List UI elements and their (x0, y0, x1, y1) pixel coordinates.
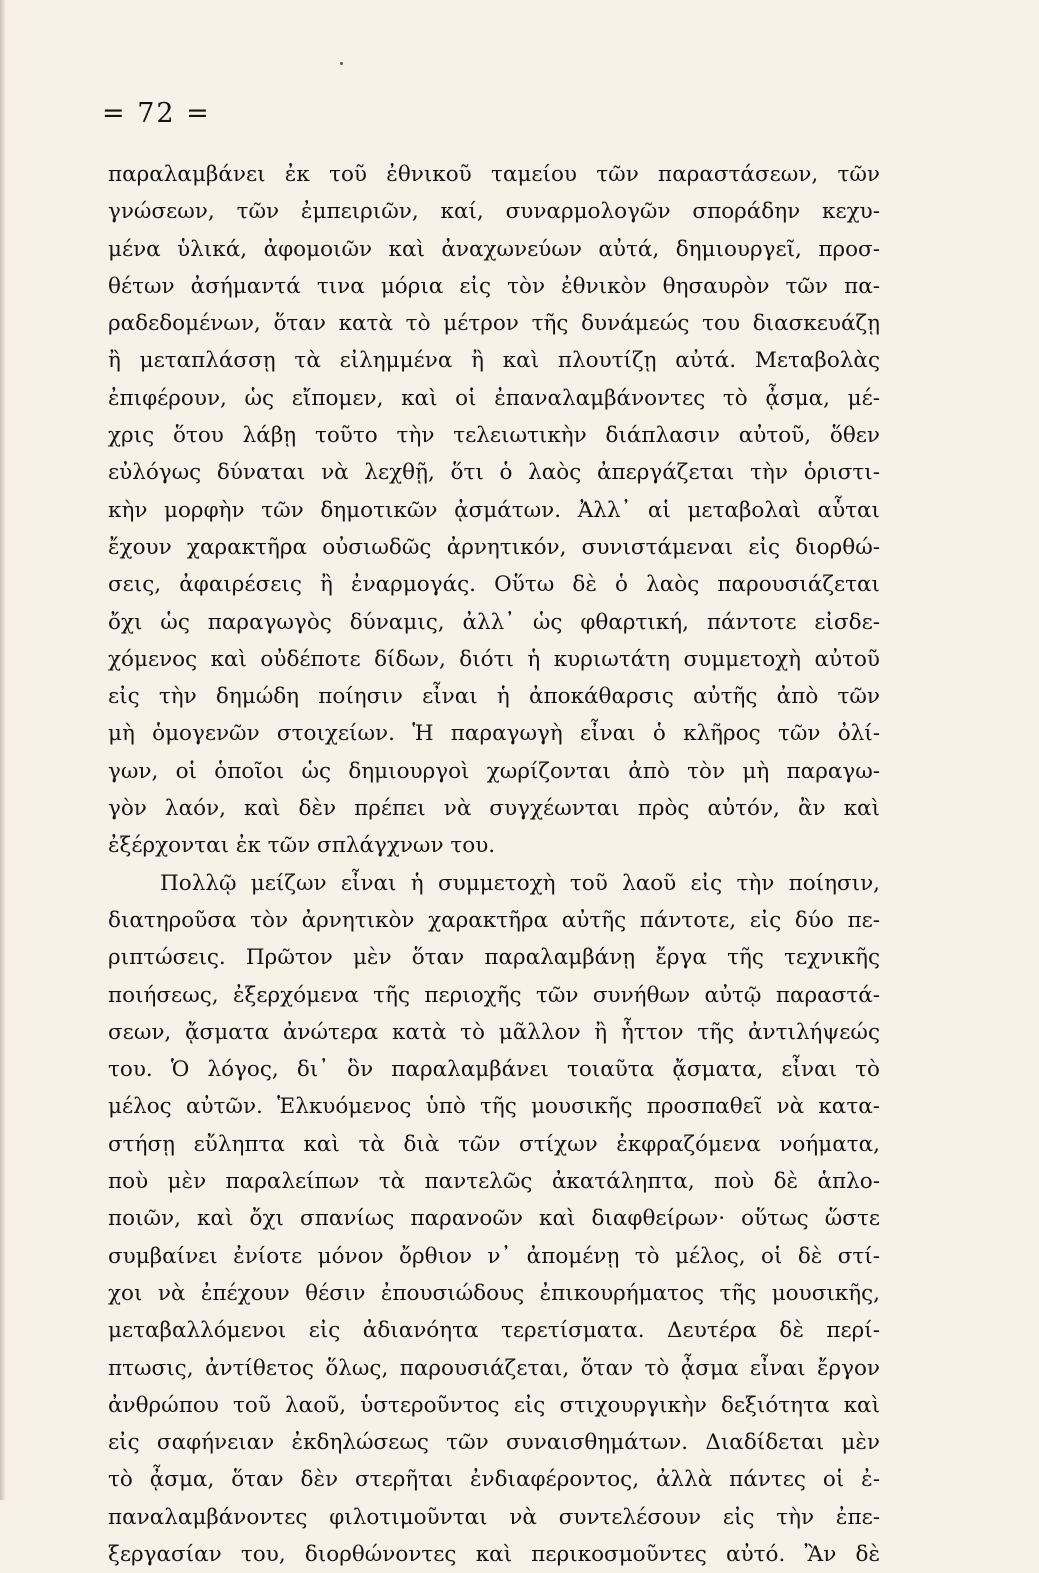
text-line: χρις ὅτου λάβῃ τοῦτο τὴν τελειωτικὴν διάπλασιν αὐτοῦ, ὅθεν (108, 423, 880, 449)
text-line: χόμενος καὶ οὐδέποτε δίδων, διότι ἡ κυριωτάτη συμμετοχὴ αὐτοῦ (108, 646, 880, 672)
text-line: ἐπιφέρουν, ὡς εἴπομεν, καὶ οἱ ἐπαναλαμβάνοντες τὸ ᾆσμα, μέ- (108, 385, 880, 411)
speck-mark (340, 62, 343, 65)
text-line: ριπτώσεις. Πρῶτον μὲν ὅταν παραλαμβάνῃ ἔργα τῆς τεχνικῆς (108, 945, 880, 971)
text-line: μὴ ὁμογενῶν στοιχείων. Ἡ παραγωγὴ εἶναι ὁ κλῆρος τῶν ὀλί- (108, 721, 880, 747)
text-line: ὄχι ὡς παραγωγὸς δύναμις, ἀλλ᾿ ὡς φθαρτική, πάντοτε εἰσδε- (108, 609, 880, 635)
text-line: εἰς τὴν δημώδη ποίησιν εἶναι ἡ ἀποκάθαρσις αὐτῆς ἀπὸ τῶν (108, 684, 880, 710)
text-line: διατηροῦσα τὸν ἀρνητικὸν χαρακτῆρα αὐτῆς πάντοτε, εἰς δύο πε- (108, 907, 880, 933)
text-line: σεων, ᾄσματα ἀνώτερα κατὰ τὸ μᾶλλον ἢ ἧττον τῆς ἀντιλήψεώς (108, 1019, 880, 1045)
text-line: κὴν μορφὴν τῶν δημοτικῶν ᾀσμάτων. Ἀλλ᾿ αἱ μεταβολαὶ αὗται (108, 497, 880, 523)
page-number: = 72 = (102, 98, 211, 129)
text-line: ἔχουν χαρακτῆρα οὐσιωδῶς ἀρνητικόν, συνιστάμεναι εἰς διορθώ- (108, 534, 880, 560)
text-line: πτωσις, ἀντίθετος ὅλως, παρουσιάζεται, ὅταν τὸ ᾆσμα εἶναι ἔργον (108, 1355, 880, 1381)
text-line: ποιῶν, καὶ ὄχι σπανίως παρανοῶν καὶ διαφθείρων· οὕτως ὥστε (108, 1206, 880, 1232)
text-line: γων, οἱ ὁποῖοι ὡς δημιουργοὶ χωρίζονται ἀπὸ τὸν μὴ παραγω- (108, 758, 880, 784)
text-line: τὸ ᾆσμα, ὅταν δὲν στερῆται ἐνδιαφέροντος, ἀλλὰ πάντες οἱ ἐ- (108, 1467, 880, 1493)
text-line: ἀνθρώπου τοῦ λαοῦ, ὑστεροῦντος εἰς στιχουργικὴν δεξιότητα καὶ (108, 1392, 880, 1418)
text-line: μέλος αὐτῶν. Ἑλκυόμενος ὑπὸ τῆς μουσικῆς προσπαθεῖ νὰ κατα- (108, 1094, 880, 1120)
text-line: θέτων ἀσήμαντά τινα μόρια εἰς τὸν ἐθνικὸν θησαυρὸν τῶν πα- (108, 273, 880, 299)
text-line: σεις, ἀφαιρέσεις ἢ ἐναρμογάς. Οὕτω δὲ ὁ λαὸς παρουσιάζεται (108, 572, 880, 598)
text-line: συμβαίνει ἐνίοτε μόνον ὄρθιον ν᾿ ἀπομένῃ τὸ μέλος, οἱ δὲ στί- (108, 1243, 880, 1269)
text-line: γνώσεων, τῶν ἐμπειριῶν, καί, συναρμολογῶν σποράδην κεχυ- (108, 199, 880, 225)
text-line: παραλαμβάνει ἐκ τοῦ ἐθνικοῦ ταμείου τῶν παραστάσεων, τῶν (108, 162, 880, 187)
text-line: του. Ὁ λόγος, δι᾿ ὃν παραλαμβάνει τοιαῦτα ᾄσματα, εἶναι τὸ (108, 1057, 880, 1083)
paragraph-start-line: Πολλῷ μείζων εἶναι ἡ συμμετοχὴ τοῦ λαοῦ εἰς τὴν ποίησιν, (160, 870, 880, 896)
text-line: στήσῃ εὔληπτα καὶ τὰ διὰ τῶν στίχων ἐκφραζόμενα νοήματα, (108, 1131, 880, 1157)
text-line: χοι νὰ ἐπέχουν θέσιν ἐπουσιώδους ἐπικουρήματος τῆς μουσικῆς, (108, 1280, 880, 1306)
text-line: ποὺ μὲν παραλείπων τὰ παντελῶς ἀκατάληπτα, ποὺ δὲ ἁπλο- (108, 1169, 880, 1195)
text-line: ἢ μεταπλάσσῃ τὰ εἰλημμένα ἢ καὶ πλουτίζῃ αὐτά. Μεταβολὰς (108, 348, 880, 374)
text-line: ξεργασίαν του, διορθώνοντες καὶ περικοσμοῦντες αὐτό. Ἂν δὲ (108, 1541, 880, 1567)
text-line: παναλαμβάνοντες φιλοτιμοῦνται νὰ συντελέσουν εἰς τὴν ἐπε- (108, 1504, 880, 1530)
page-edge-shadow (0, 0, 6, 1500)
text-line: μένα ὑλικά, ἀφομοιῶν καὶ ἀναχωνεύων αὐτά, δημιουργεῖ, προσ- (108, 236, 880, 262)
text-line: ραδεδομένων, ὅταν κατὰ τὸ μέτρον τῆς δυνάμεώς του διασκευάζῃ (108, 311, 880, 337)
paragraph-end-line: ἐξέρχονται ἐκ τῶν σπλάγχνων του. (108, 833, 496, 859)
text-line: γὸν λαόν, καὶ δὲν πρέπει νὰ συγχέωνται πρὸς αὐτόν, ἂν καὶ (108, 796, 880, 822)
body-text (108, 156, 880, 1573)
text-line: εἰς σαφήνειαν ἐκδηλώσεως τῶν συναισθημάτων. Διαδίδεται μὲν (108, 1430, 880, 1456)
text-line: εὐλόγως δύναται νὰ λεχθῇ, ὅτι ὁ λαὸς ἀπεργάζεται τὴν ὁριστι- (108, 460, 880, 486)
text-line: ποιήσεως, ἐξερχόμενα τῆς περιοχῆς τῶν συνήθων αὐτῷ παραστά- (108, 982, 880, 1008)
text-line: μεταβαλλόμενοι εἰς ἀδιανόητα τερετίσματα. Δευτέρα δὲ περί- (108, 1318, 880, 1344)
